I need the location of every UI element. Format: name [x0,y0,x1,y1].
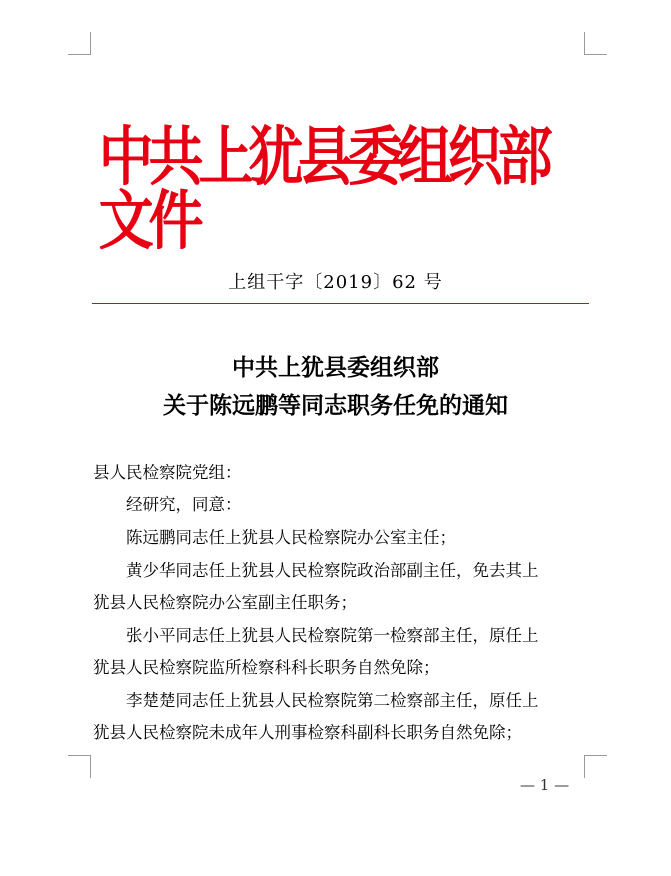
red-separator-line [92,303,589,304]
recipient: 县人民检察院党组： [93,463,242,482]
paragraph-continuation: 犹县人民检察院未成年人刑事检察科副科长职务自然免除； [93,723,522,742]
red-masthead: 中共上犹县委组织部文件 [98,120,548,259]
document-title-line-1: 中共上犹县委组织部 [232,354,439,381]
paragraph: 张小平同志任上犹县人民检察院第一检察部主任，原任上 [126,626,539,645]
paragraph: 李楚楚同志任上犹县人民检察院第二检察部主任，原任上 [126,691,539,710]
document-title-line-2: 关于陈远鹏等同志职务任免的通知 [163,392,508,419]
document-number: 上组干字〔2019〕62 号 [228,272,443,293]
crop-mark-bottom-right [584,755,607,778]
paragraph: 陈远鹏同志任上犹县人民检察院办公室主任； [126,528,456,547]
crop-mark-top-right [584,32,607,55]
crop-mark-bottom-left [68,755,91,778]
paragraph-continuation: 犹县人民检察院监所检察科科长职务自然免除； [93,658,440,677]
paragraph: 经研究，同意： [126,495,242,514]
page-number: — 1 — [520,776,570,794]
crop-mark-top-left [68,32,91,55]
paragraph-continuation: 犹县人民检察院办公室副主任职务； [93,593,357,612]
paragraph: 黄少华同志任上犹县人民检察院政治部副主任，免去其上 [126,561,539,580]
